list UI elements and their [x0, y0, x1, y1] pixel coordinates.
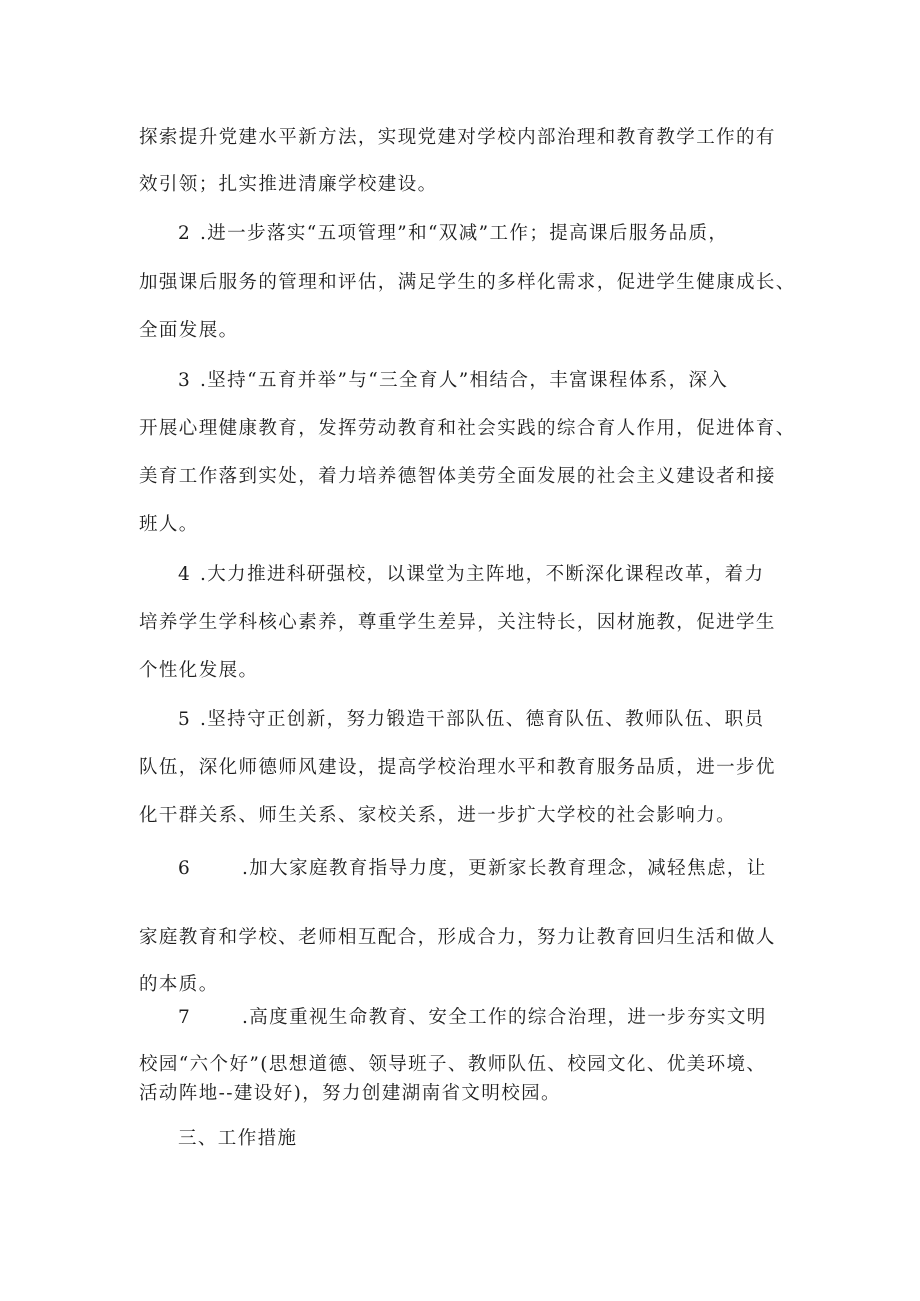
paragraph-line: 效引领；扎实推进清廉学校建设。: [139, 174, 438, 195]
paragraph-line: 全面发展。: [139, 320, 239, 341]
item-number: 3: [178, 370, 192, 391]
paragraph-line: 家庭教育和学校、老师相互配合，形成合力，努力让教育回归生活和做人: [139, 927, 776, 948]
list-item-6: [178, 856, 767, 882]
paragraph-line: 个性化发展。: [139, 660, 259, 681]
paragraph-line: 化干群关系、师生关系、家校关系，进一步扩大学校的社会影响力。: [139, 805, 737, 826]
item-text: .坚持守正创新，努力锻造干部队伍、德育队伍、教师队伍、职员: [200, 709, 765, 730]
paragraph-line: 的本质。: [139, 974, 219, 995]
section-heading: 三、工作措施: [178, 1128, 298, 1149]
list-item-5: [178, 707, 764, 733]
item-number: 2: [178, 223, 192, 244]
item-text: .坚持“五育并举”与“三全育人”相结合，丰富课程体系，深入: [200, 370, 729, 391]
item-text: .高度重视生命教育、安全工作的综合治理，进一步夯实文明: [242, 1007, 767, 1028]
paragraph-line: 班人。: [139, 514, 199, 535]
list-item-2: [178, 221, 728, 247]
item-text: .进一步落实“五项管理”和“双减”工作；提高课后服务品质，: [200, 223, 729, 244]
paragraph-line: 加强课后服务的管理和评估，满足学生的多样化需求，促进学生健康成长、: [139, 272, 796, 293]
item-number: 6: [178, 858, 192, 879]
item-number: 7: [178, 1007, 192, 1028]
list-item-7: [178, 1005, 767, 1031]
paragraph-line: 队伍，深化师德师风建设，提高学校治理水平和教育服务品质，进一步优: [139, 757, 776, 778]
item-text: .加大家庭教育指导力度，更新家长教育理念，减轻焦虑，让: [242, 858, 767, 879]
list-item-4: [178, 562, 764, 588]
paragraph-line: 探索提升党建水平新方法，实现党建对学校内部治理和教育教学工作的有: [139, 127, 776, 148]
paragraph-line: 校园“六个好”(思想道德、领导班子、教师队伍、校园文化、优美环境、: [139, 1054, 767, 1075]
paragraph-line: 培养学生学科核心素养，尊重学生差异，关注特长，因材施教，促进学生: [139, 612, 776, 633]
list-item-3: [178, 368, 728, 394]
paragraph-line: 活动阵地--建设好)，努力创建湖南省文明校园。: [139, 1083, 561, 1104]
item-number: 4: [178, 564, 192, 585]
item-number: 5: [178, 709, 192, 730]
paragraph-line: 开展心理健康教育，发挥劳动教育和社会实践的综合育人作用，促进体育、: [139, 418, 796, 439]
item-text: .大力推进科研强校，以课堂为主阵地，不断深化课程改革，着力: [200, 564, 765, 585]
paragraph-line: 美育工作落到实处，着力培养德智体美劳全面发展的社会主义建设者和接: [139, 466, 776, 487]
